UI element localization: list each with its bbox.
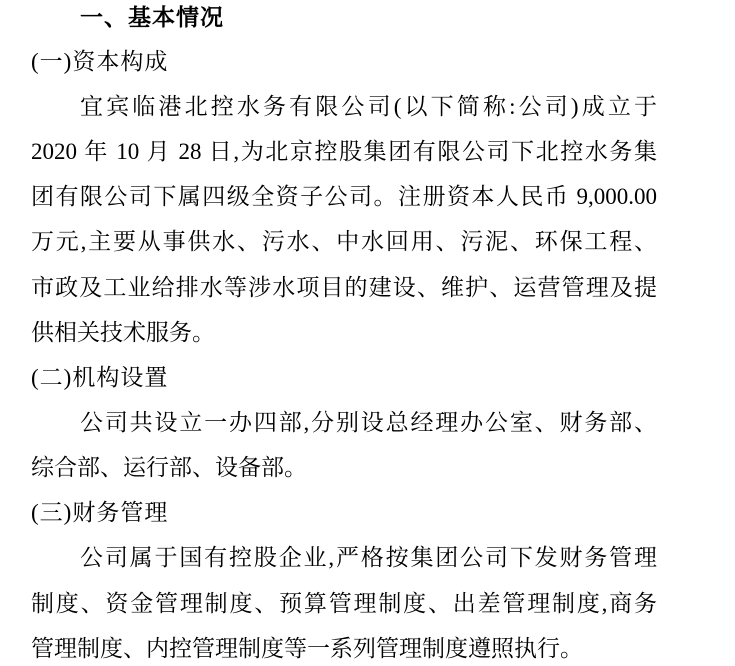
- paragraph-line: 公司共设立一办四部,分别设总经理办公室、财务部、: [80, 410, 657, 435]
- document-text-column: [31, 1, 657, 665]
- subheading-organization-setup: (二)机构设置: [31, 365, 169, 390]
- paragraph-line: 团有限公司下属四级全资子公司。注册资本人民币 9,000.00: [31, 184, 657, 209]
- subheading-financial-management: (三)财务管理: [31, 500, 169, 525]
- paragraph-line: 万元,主要从事供水、污水、中水回用、污泥、环保工程、: [31, 229, 657, 254]
- paragraph-line: 市政及工业给排水等涉水项目的建设、维护、运营管理及提: [31, 275, 657, 300]
- paragraph-line: 综合部、运行部、设备部。: [31, 455, 307, 480]
- paragraph-line: 制度、资金管理制度、预算管理制度、出差管理制度,商务: [31, 591, 657, 616]
- paragraph-line: 管理制度、内控管理制度等一系列管理制度遵照执行。: [31, 636, 583, 661]
- paragraph-line: 宜宾临港北控水务有限公司(以下简称:公司)成立于: [80, 94, 657, 119]
- paragraph-line: 公司属于国有控股企业,严格按集团公司下发财务管理: [80, 545, 657, 570]
- section-heading-basic-info: 一、基本情况: [80, 4, 224, 30]
- paragraph-line: 供相关技术服务。: [31, 320, 215, 345]
- subheading-capital-structure: (一)资本构成: [31, 49, 169, 74]
- paragraph-line: 2020 年 10 月 28 日,为北京控股集团有限公司下北控水务集: [31, 139, 657, 164]
